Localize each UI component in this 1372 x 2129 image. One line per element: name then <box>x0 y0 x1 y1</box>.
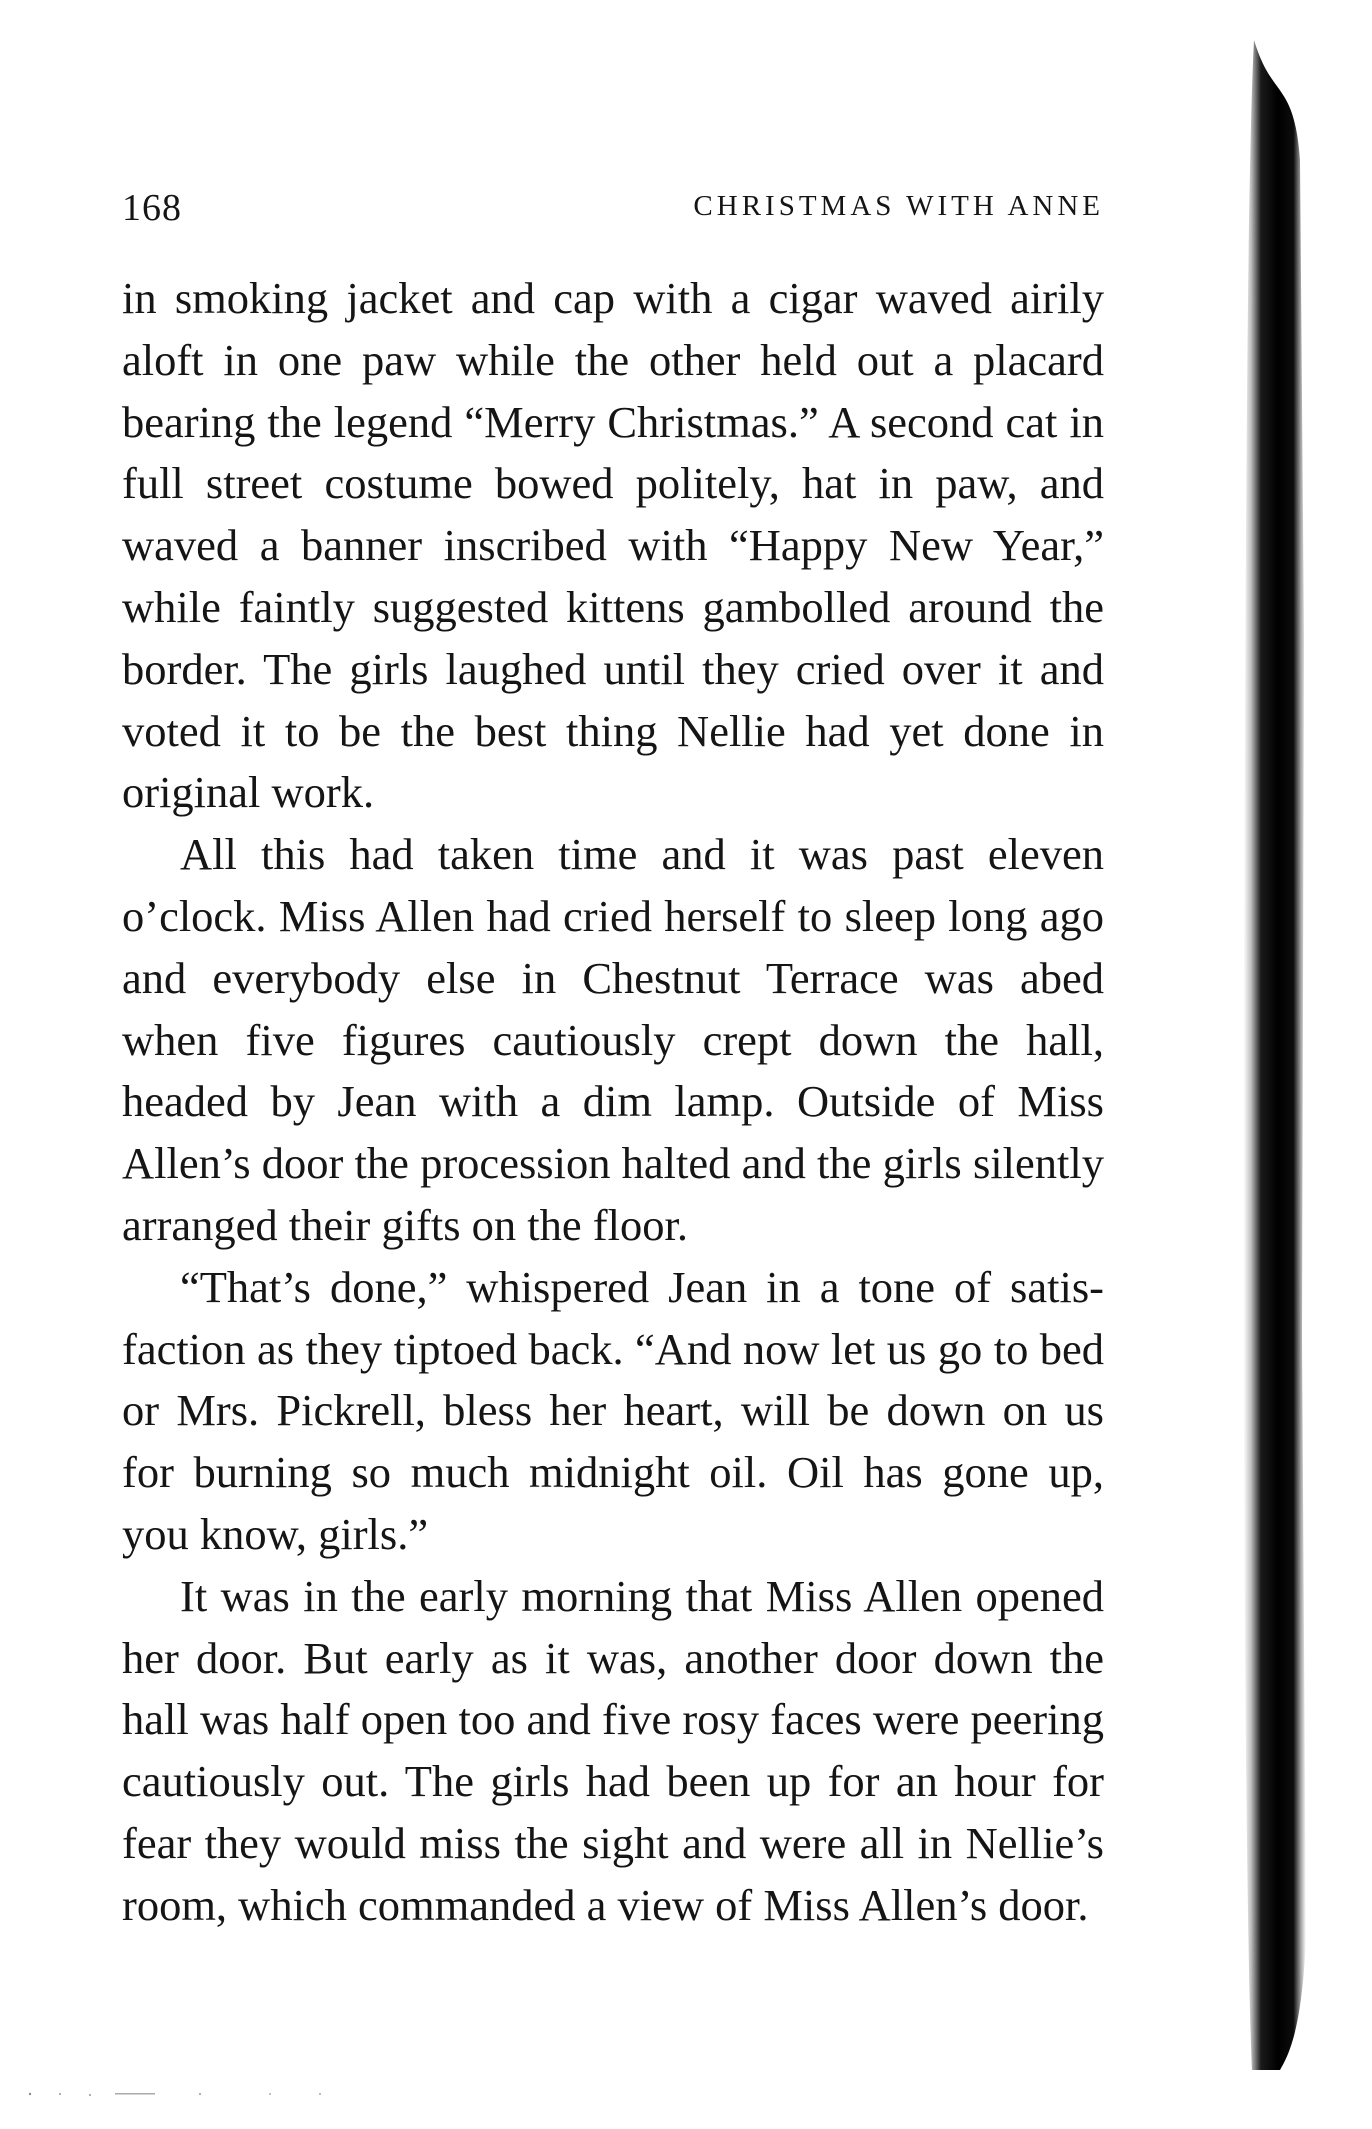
scanned-gutter-shadow <box>1232 40 1332 2070</box>
page-header <box>122 186 1104 236</box>
page-number: 168 <box>122 187 182 229</box>
paragraph-4: It was in the early morning that Miss Allen opened her door. But early as it was, another door down the hall was half open too and five rosy faces were peering cautiously out. The girls had been up for an hour for fear they would miss the sight and were all in Nellie’s room, which commanded a view of Miss Allen’s door. <box>122 1570 1104 1930</box>
paragraph-2: All this had taken time and it was past eleven o’clock. Miss Allen had cried herself to sleep long ago and everybody else in Chestnut Terrace was abed when five figures cautiously crept down the hall, headed by Jean with a dim lamp. Outside of Miss Allen’s door the procession halted and the girls silently arranged their gifts on the floor. <box>122 829 1104 1250</box>
paragraph-1: in smoking jacket and cap with a cigar waved airily aloft in one paw while the other held out a placard bearing the legend “Merry Christmas.” A second cat in full street costume bowed politely, hat in paw, and waved a banner inscribed with “Happy New Year,” while faintly suggested kittens gambolled around the border. The girls laughed until they cried over it and voted it to be the best thing Nellie had yet done in original work. <box>122 273 1104 818</box>
scan-specks <box>20 2090 340 2098</box>
body-text <box>122 268 1104 1937</box>
paragraph-3: “That’s done,” whispered Jean in a tone of satisfaction as they tiptoed back. “And now let us go to bed or Mrs. Pickrell, bless her heart, will be down on us for burning so much midnight oil. Oil has gone up, you know, girls.” <box>122 1261 1104 1559</box>
running-head: CHRISTMAS WITH ANNE <box>693 190 1104 222</box>
